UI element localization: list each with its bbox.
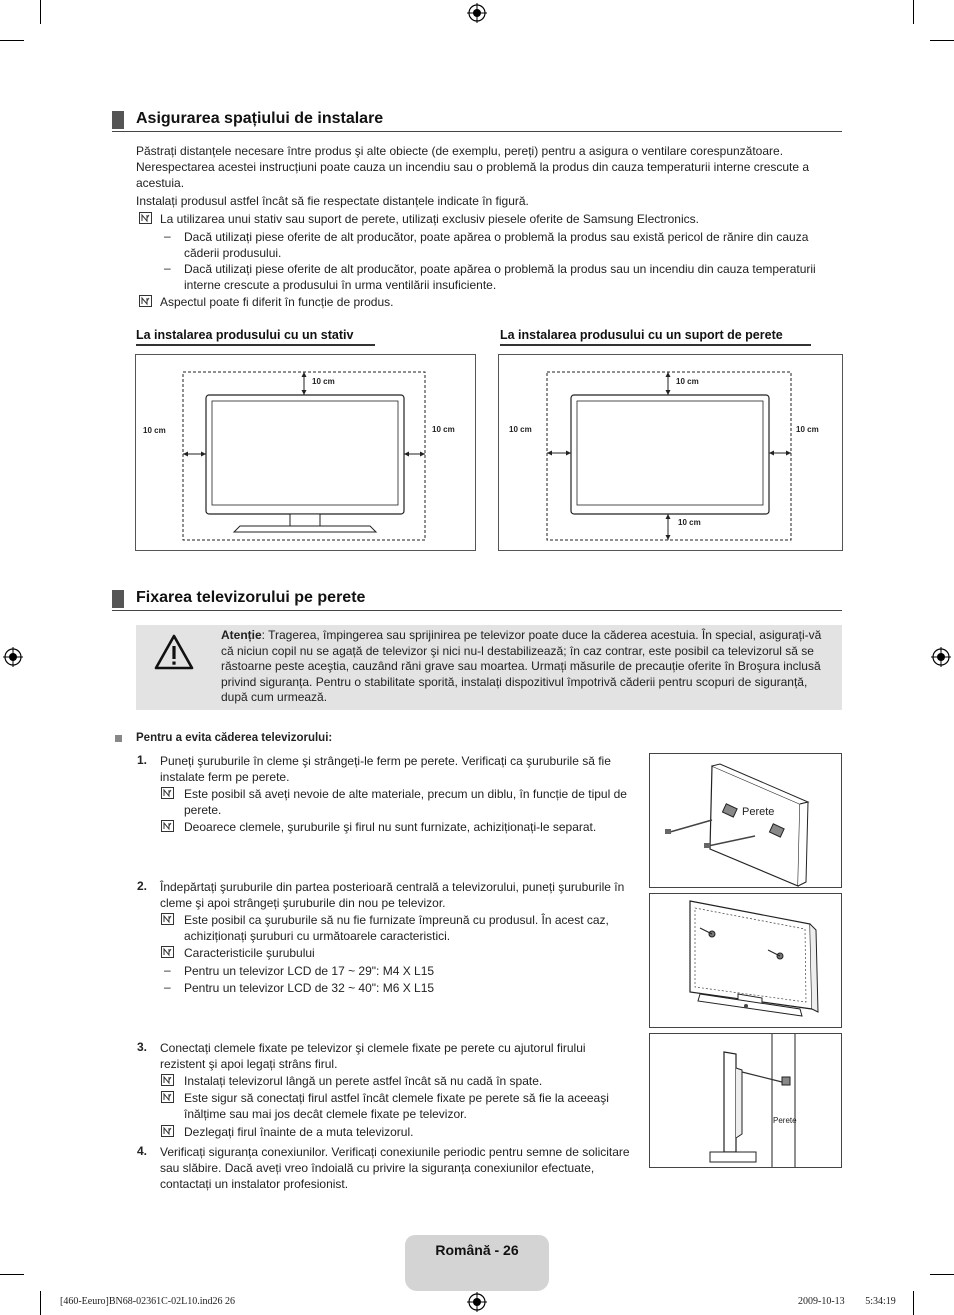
clearance-right-label: 10 cm	[796, 425, 819, 434]
clearance-left-label: 10 cm	[143, 426, 166, 435]
dash-marker: –	[164, 963, 171, 977]
print-timestamp: 2009-10-13 ￿￿ 5:34:19	[798, 1296, 896, 1307]
title-bar-marker	[112, 590, 124, 608]
print-file-info: [460-Eeuro]BN68-02361C-02L10.ind26 26	[60, 1296, 235, 1307]
registration-mark-icon	[467, 1292, 487, 1312]
clearance-top-label: 10 cm	[312, 377, 335, 386]
note-icon	[161, 1091, 174, 1103]
diagram-stand-clearance	[135, 354, 476, 551]
clearance-left-label: 10 cm	[509, 425, 532, 434]
stand-heading: La instalarea produsului cu un stativ	[136, 328, 375, 346]
crop-mark	[0, 1274, 24, 1275]
registration-mark-icon	[931, 647, 951, 667]
note-icon	[161, 913, 174, 925]
crop-mark	[930, 1274, 954, 1275]
screw-spec-large: Pentru un televizor LCD de 32 ~ 40": M6 X L15	[184, 981, 435, 995]
page-label: Română - 26	[435, 1242, 519, 1258]
clearance-bottom-label: 10 cm	[678, 518, 701, 527]
note-icon	[161, 787, 174, 799]
warning-body: : Tragerea, împingerea sau sprijinirea pe televizor poate duce la căderea acestuia. În special, asigurați-vă că niciun copil nu se agață de televizor şi nici nu-l destabilizează; în caz contrar, este posibil ca televizorul să se răstoarne peste aceştia, cauzând răni grave sau moartea. Urmați măsurile de precauție oferite în Broşura inclusă privind siguranța. Pentru o stabilitate sporită, instalați dispozitivul împotrivă căderii pentru scopuri de siguranță, după cum urmează.	[221, 628, 822, 704]
paragraph-ventilation: Păstrați distanțele necesare între produs şi alte obiecte (de exemplu, pereți) pentru a asigura o ventilare corespunzătoare. Nerespectarea acestei instrucțiuni poate cauza un incendiu sau o problemă la produs din cauza temperaturii interne crescute a acestuia.	[136, 144, 810, 190]
crop-mark	[40, 0, 41, 24]
note-icon	[161, 946, 174, 958]
step-2-note-screws: Este posibil ca şuruburile să nu fie furnizate împreună cu produsul. În acest caz, achiziționați şuruburi cu următoarele caracteristici.	[184, 913, 609, 943]
dash-marker: –	[164, 261, 171, 275]
step-3-note-position: Instalați televizorul lângă un perete astfel încât să nu cadă în spate.	[184, 1074, 543, 1088]
section-title-text: Fixarea televizorului pe perete	[136, 589, 366, 606]
dash-marker: –	[164, 229, 171, 243]
section-title-wall-fixing	[112, 589, 842, 611]
wall-label: Perete	[773, 1116, 797, 1125]
screw-spec-small: Pentru un televizor LCD de 17 ~ 29": M4 X L15	[184, 964, 435, 978]
section-title-text: Asigurarea spațiului de instalare	[136, 110, 384, 127]
step-number: 4.	[137, 1144, 148, 1158]
step-2-text: Îndepărtați şuruburile din partea posterioară centrală a televizorului, puneți şuruburile în cleme şi apoi strângeți şuruburile din nou pe televizor.	[160, 880, 625, 910]
wall-label: Perete	[742, 806, 775, 818]
step-2-note-spec: Caracteristicile şurubului	[184, 946, 315, 960]
step-number: 1.	[137, 753, 148, 767]
bullet-heading: Pentru a evita căderea televizorului:	[136, 732, 333, 744]
illustration-tv-back	[649, 893, 842, 1028]
step-number: 3.	[137, 1040, 148, 1054]
bullet-square	[115, 735, 122, 742]
crop-mark	[913, 1291, 914, 1315]
dash-item-injury: Dacă utilizați piese oferite de alt producător, poate apărea o problemă la produs sau există pericol de rănire din cauza căderii produsului.	[184, 230, 809, 260]
dash-marker: –	[164, 980, 171, 994]
step-4-text: Verificați siguranța conexiunilor. Verificați conexiunile periodic pentru semne de solicitare sau slăbire. Dacă aveți vreo îndoială cu privire la siguranța conexiunilor efectuate, contactați un instalator profesionist.	[160, 1145, 630, 1191]
wall-mount-heading: La instalarea produsului cu un suport de perete	[500, 328, 811, 346]
step-number: 2.	[137, 879, 148, 893]
warning-text	[221, 628, 835, 706]
step-3-note-height: Este sigur să conectați firul astfel încât clemele fixate pe perete să fie la aceeaşi înălțime sau mai jos decât clemele fixate pe televizor.	[184, 1091, 609, 1121]
note-icon	[139, 212, 152, 224]
dash-item-fire: Dacă utilizați piese oferite de alt producător, poate apărea o problemă la produs sau un incendiu din cauza temperaturii interne crescute a produsului în urma ventilării insuficiente.	[184, 262, 816, 292]
step-3-text: Conectați clemele fixate pe televizor şi clemele fixate pe perete cu ajutorul firului rezistent şi apoi legați strâns firul.	[160, 1041, 586, 1071]
note-icon	[139, 295, 152, 307]
illustration-side-wire	[649, 1033, 842, 1168]
clearance-right-label: 10 cm	[432, 425, 455, 434]
crop-mark	[40, 1291, 41, 1315]
note-icon	[161, 1125, 174, 1137]
warning-label: Atenție	[221, 628, 262, 642]
step-3-note-untie: Dezlegați firul înainte de a muta televizorul.	[184, 1125, 414, 1139]
warning-triangle-icon	[154, 634, 194, 670]
note-icon	[161, 1074, 174, 1086]
illustration-wall-clamps	[649, 753, 842, 888]
title-bar-marker	[112, 111, 124, 129]
paragraph-distances: Instalați produsul astfel încât să fie respectate distanțele indicate în figură.	[136, 194, 529, 208]
crop-mark	[930, 40, 954, 41]
note-appearance: Aspectul poate fi diferit în funcție de produs.	[160, 295, 394, 309]
crop-mark	[913, 0, 914, 24]
step-1-note-anchor: Este posibil să aveți nevoie de alte materiale, precum un diblu, în funcție de tipul de perete.	[184, 787, 627, 817]
registration-mark-icon	[467, 3, 487, 23]
section-title-installation-space	[112, 110, 842, 132]
registration-mark-icon	[3, 647, 23, 667]
clearance-top-label: 10 cm	[676, 377, 699, 386]
step-1-note-purchase: Deoarece clemele, şuruburile şi firul nu sunt furnizate, achiziționați-le separat.	[184, 820, 597, 834]
note-icon	[161, 820, 174, 832]
step-1-text: Puneți şuruburile în cleme şi strângeți-le ferm pe perete. Verificați ca şuruburile să fie instalate ferm pe perete.	[160, 754, 611, 784]
warning-box	[136, 625, 842, 710]
note-samsung-parts: La utilizarea unui stativ sau suport de perete, utilizați exclusiv piesele oferite de Samsung Electronics.	[160, 212, 699, 226]
page-number-tab	[405, 1235, 549, 1291]
crop-mark	[0, 40, 24, 41]
diagram-wall-clearance	[498, 354, 843, 551]
